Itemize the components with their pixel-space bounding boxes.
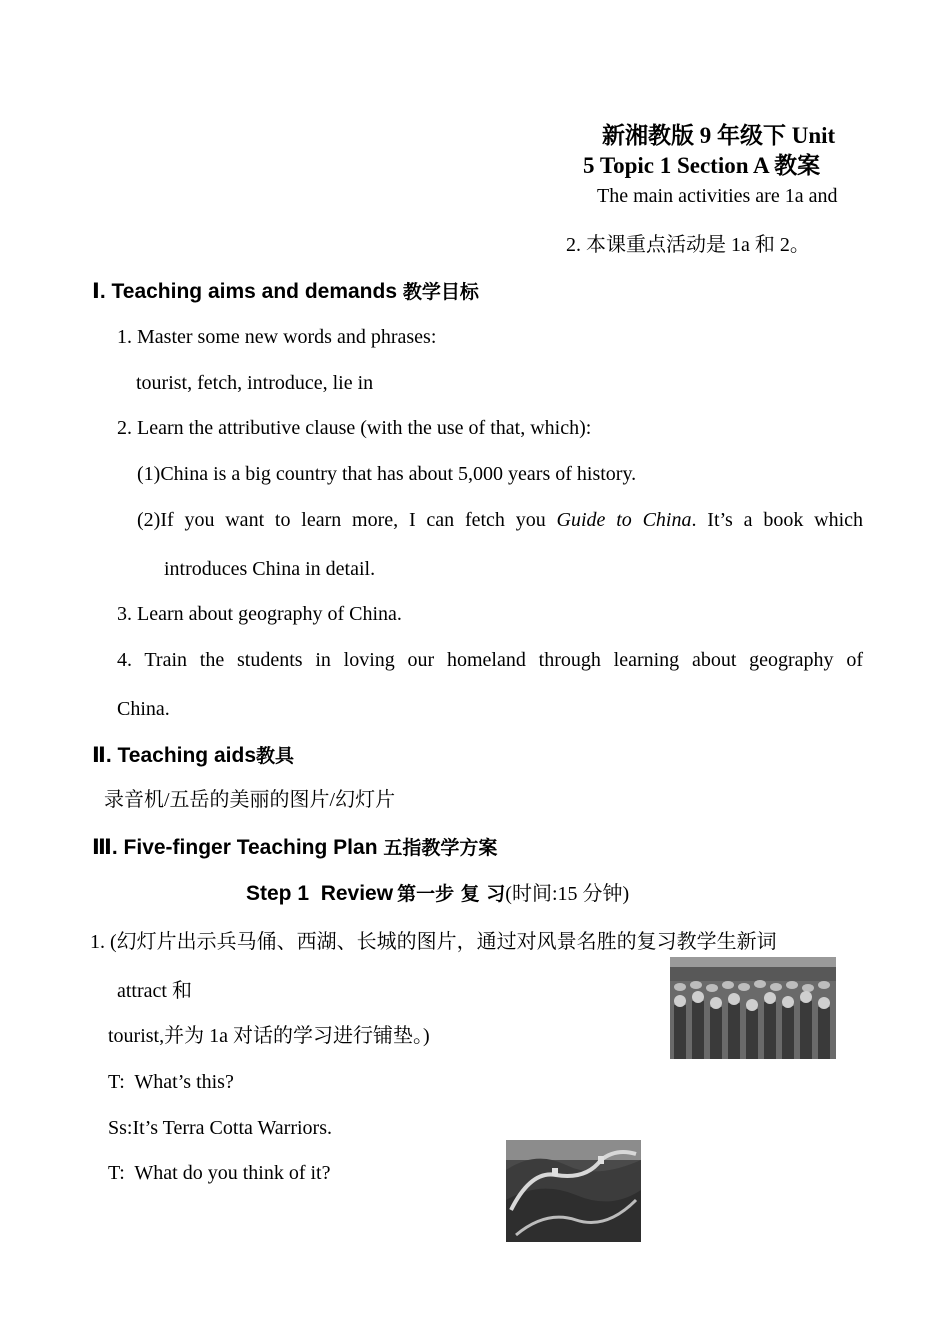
step-label-cn: 第一步 复 习 [397,883,506,905]
intro-line2: 2. 本课重点活动是 1a 和 2。 [566,234,810,256]
section-heading-teaching-aims [92,277,479,304]
document-title-line1: 新湘教版 9 年级下 Unit [602,123,836,148]
section-title: . Five-finger Teaching Plan [111,836,378,859]
teaching-aids-list: 录音机/五岳的美丽的图片/幻灯片 [104,789,396,811]
section-numeral: Ⅲ [92,836,112,859]
aim-item-2: 2. Learn the attributive clause (with the use of that, which): [117,417,592,439]
aim-item-2-example-1: (1)China is a big country that has about 5,000 years of history. [137,463,637,485]
example-2-text-b: . It’s a book which [691,509,863,531]
book-title: Guide to China [556,509,692,531]
dialogue-students-1: Ss:It’s Terra Cotta Warriors. [108,1117,332,1139]
aim-item-3: 3. Learn about geography of China. [117,603,402,625]
activity-line-3: tourist,并为 1a 对话的学习进行铺垫。) [108,1025,430,1047]
aim-item-1: 1. Master some new words and phrases: [117,326,437,348]
example-2-text-a: (2)If you want to learn more, I can fetch you [137,509,546,531]
section-heading-teaching-aids [92,741,294,768]
aim-item-2-example-2-cont: introduces China in detail. [164,558,376,580]
step-time: (时间:15 分钟) [505,883,630,905]
aim-item-2-example-2 [137,507,863,533]
intro-line1: The main activities are 1a and [597,185,838,207]
dialogue-teacher-1: T: What’s this? [108,1071,234,1093]
section-numeral: Ⅰ [92,280,100,303]
section-title: . Teaching aids [105,744,256,767]
terracotta-warriors-photo [670,957,836,1059]
aim-item-1-words: tourist, fetch, introduce, lie in [136,372,374,394]
activity-line-2: attract 和 [117,980,192,1002]
aim-item-4-cont: China. [117,698,170,720]
aim-item-4: 4. Train the students in loving our homeland through learning about geography of [117,649,863,671]
section-title-cn: 五指教学方案 [383,837,498,859]
section-numeral: Ⅱ [92,744,106,767]
step-heading [246,879,629,907]
activity-line-1: 1. (幻灯片出示兵马俑、西湖、长城的图片，通过对风景名胜的复习教学生新词 [90,931,777,953]
document-title-line2: 5 Topic 1 Section A 教案 [583,153,821,178]
step-label: Step 1 Review [246,882,394,905]
section-heading-teaching-plan [92,833,497,860]
dialogue-teacher-2: T: What do you think of it? [108,1162,331,1184]
section-title: . Teaching aims and demands [99,280,398,303]
section-title-cn: 教具 [256,745,295,767]
section-title-cn: 教学目标 [402,281,479,303]
great-wall-photo [506,1140,641,1242]
